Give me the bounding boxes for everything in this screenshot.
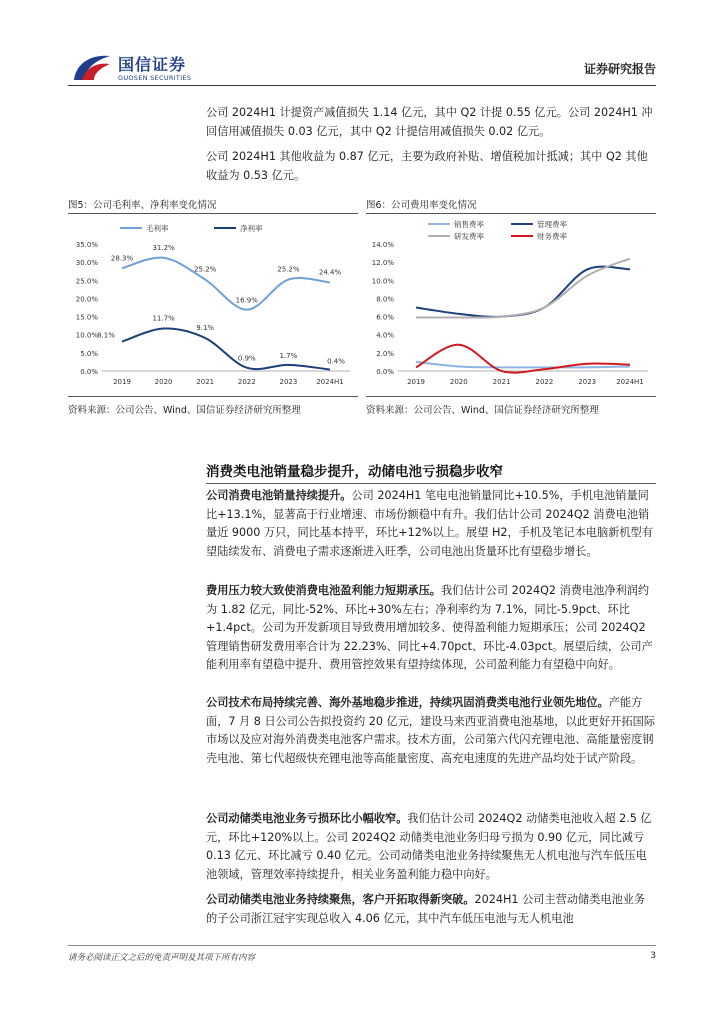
data-label: 28.3% bbox=[110, 254, 134, 263]
legend-label: 净利率 bbox=[240, 224, 263, 233]
paragraph-lead: 公司动储类电池业务持续聚焦，客户开拓取得新突破。 bbox=[206, 893, 475, 906]
section-paragraph-4 bbox=[206, 810, 656, 884]
fig5-top-rule bbox=[68, 213, 358, 214]
y-tick-label: 2.0% bbox=[376, 349, 394, 358]
brand-logo bbox=[70, 50, 220, 86]
y-tick-label: 25.0% bbox=[75, 277, 98, 286]
paragraph-body: 产能方面，7 月 8 日公司公告拟投资约 20 亿元，建设马来西亚消费电池基地，以此更好开拓国际市场以及应对海外消费类电池客户需求。技术方面，公司第六代闪充锂电池、高能量密度钢壳电池、第七代超级快充锂电池等高能量密度、高充电速度的先进产品均处于试产阶段。 bbox=[206, 696, 656, 765]
fig6-chart bbox=[366, 216, 656, 394]
y-tick-label: 35.0% bbox=[75, 241, 98, 249]
x-tick-label: 2019 bbox=[113, 378, 131, 386]
x-tick-label: 2024H1 bbox=[316, 378, 344, 386]
data-label: 0.9% bbox=[237, 354, 256, 363]
data-label: 16.9% bbox=[235, 296, 258, 305]
section-paragraph-1 bbox=[206, 487, 656, 561]
fig6-top-rule bbox=[366, 213, 656, 214]
header-divider bbox=[68, 85, 656, 86]
page-number: 3 bbox=[650, 951, 656, 961]
paragraph-body: 我们估计公司 2024Q2 动储类电池收入超 2.5 亿元，环比+120%以上。公司 2024Q2 动储类电池业务归母亏损为 0.90 亿元，同比减亏 0.13 亿元、环比减亏 0.40 亿元。公司动储类电池业务持续聚焦无人机电池与汽车低压电池领域，管理效率持续提升，相关业务盈利能力稳中向好。 bbox=[206, 812, 652, 881]
section-divider bbox=[206, 483, 656, 484]
x-tick-label: 2024H1 bbox=[616, 378, 644, 386]
y-tick-label: 5.0% bbox=[80, 349, 98, 358]
legend-label: 毛利率 bbox=[146, 224, 169, 233]
legend-label: 财务费率 bbox=[537, 232, 567, 241]
intro-paragraph-2: 公司 2024H1 其他收益为 0.87 亿元，主要为政府补贴、增值税加计抵减；其中 Q2 其他收益为 0.53 亿元。 bbox=[206, 150, 648, 182]
paragraph-lead: 公司技术布局持续完善、海外基地稳步推进，持续巩固消费类电池行业领先地位。 bbox=[206, 696, 609, 709]
paragraph-body: 2024H1 公司主营动储类电池业务的子公司浙江冠宇实现总收入 4.06 亿元，其中汽车低压电池与无人机电池 bbox=[206, 893, 646, 925]
section-paragraph-2 bbox=[206, 582, 656, 675]
paragraph-lead: 费用压力较大致使消费电池盈利能力短期承压。 bbox=[206, 584, 441, 597]
fig5-title: 图5：公司毛利率、净利率变化情况 bbox=[68, 200, 217, 211]
series-line bbox=[416, 267, 630, 317]
data-label: 0.4% bbox=[327, 357, 345, 366]
y-tick-label: 0.0% bbox=[80, 368, 98, 376]
fig5-bottom-rule bbox=[68, 396, 358, 397]
x-tick-label: 2021 bbox=[196, 378, 215, 386]
data-label: 24.4% bbox=[318, 268, 342, 277]
y-tick-label: 30.0% bbox=[75, 259, 98, 268]
guosen-logo-icon bbox=[70, 50, 114, 84]
fig5-source: 资料来源：公司公告、Wind、国信证券经济研究所整理 bbox=[68, 405, 301, 416]
y-tick-label: 15.0% bbox=[75, 313, 98, 322]
paragraph-body: 公司 2024H1 笔电电池销量同比+10.5%，手机电池销量同比+13.1%，显著高于行业增速、市场份额稳中有升。我们估计公司 2024Q2 消费电池销量近 9000 万只，同比基本持平，环比+12%以上。展望 H2，手机及笔记本电脑新机型有望陆续发布、消费电子需求逐渐进入旺季，公司电池出货量环比有望稳步增长。 bbox=[206, 489, 653, 558]
x-tick-label: 2022 bbox=[535, 378, 554, 386]
paragraph-lead: 公司消费电池销量持续提升。 bbox=[206, 489, 352, 502]
x-tick-label: 2020 bbox=[154, 378, 173, 386]
x-tick-label: 2022 bbox=[237, 378, 256, 386]
data-label: 25.2% bbox=[194, 265, 217, 274]
brand-name-cn: 国信证券 bbox=[118, 55, 187, 74]
x-tick-label: 2023 bbox=[578, 378, 597, 386]
legend-label: 销售费率 bbox=[454, 220, 484, 229]
y-tick-label: 14.0% bbox=[371, 241, 394, 249]
intro-paragraph-1: 公司 2024H1 计提资产减值损失 1.14 亿元，其中 Q2 计提 0.55 亿元。公司 2024H1 冲回信用减值损失 0.03 亿元，其中 Q2 计提信用减值损失 0.02 亿元。 bbox=[206, 106, 653, 138]
y-tick-label: 8.0% bbox=[376, 295, 394, 304]
y-tick-label: 0.0% bbox=[376, 368, 394, 376]
data-label: 1.7% bbox=[279, 351, 298, 360]
paragraph-lead: 公司动储类电池业务亏损环比小幅收窄。 bbox=[206, 812, 408, 825]
section-paragraph-5 bbox=[206, 891, 656, 928]
y-tick-label: 12.0% bbox=[371, 259, 394, 268]
x-tick-label: 2021 bbox=[492, 378, 511, 386]
section-paragraph-3 bbox=[206, 694, 656, 768]
x-tick-label: 2019 bbox=[407, 378, 425, 386]
y-tick-label: 10.0% bbox=[371, 277, 394, 286]
data-label: 25.2% bbox=[277, 265, 300, 274]
fig6-source: 资料来源：公司公告、Wind、国信证券经济研究所整理 bbox=[366, 405, 599, 416]
y-tick-label: 10.0% bbox=[75, 331, 98, 340]
fig6-title: 图6：公司费用率变化情况 bbox=[366, 200, 477, 211]
footer-divider bbox=[68, 945, 656, 946]
data-label: 9.1% bbox=[196, 323, 215, 332]
fig5-chart bbox=[68, 216, 358, 394]
legend-label: 管理费率 bbox=[537, 220, 567, 229]
section-title: 消费类电池销量稳步提升，动储电池亏损稳步收窄 bbox=[206, 464, 503, 480]
brand-name-en: GUOSEN SECURITIES bbox=[118, 74, 192, 82]
y-tick-label: 4.0% bbox=[376, 331, 394, 340]
paragraph-body: 我们估计公司 2024Q2 消费电池净利润约为 1.82 亿元，同比-52%、环比+30%左右；净利率约为 7.1%，同比-5.9pct、环比+1.4pct。公司为开发新项目导致费用增加较多、使得盈利能力短期承压；公司 2024Q2 管理销售研发费用率合计为 22.23%、同比+4.70pct、环比-4.03pct。展望后续，公司产能利用率有望稳中提升、费用管控效果有望持续体现，公司盈利能力有望稳中向好。 bbox=[206, 584, 653, 671]
data-label: 8.1% bbox=[97, 331, 115, 340]
footer-disclaimer: 请务必阅读正文之后的免责声明及其项下所有内容 bbox=[68, 953, 256, 963]
data-label: 11.7% bbox=[152, 314, 175, 323]
series-line bbox=[122, 328, 330, 369]
y-tick-label: 20.0% bbox=[75, 295, 98, 304]
fig6-bottom-rule bbox=[366, 396, 656, 397]
report-type: 证券研究报告 bbox=[583, 62, 656, 76]
x-tick-label: 2020 bbox=[449, 378, 468, 386]
series-line bbox=[416, 345, 630, 373]
x-tick-label: 2023 bbox=[279, 378, 298, 386]
y-tick-label: 6.0% bbox=[376, 313, 394, 322]
legend-label: 研发费率 bbox=[454, 232, 484, 241]
data-label: 31.2% bbox=[152, 243, 175, 252]
